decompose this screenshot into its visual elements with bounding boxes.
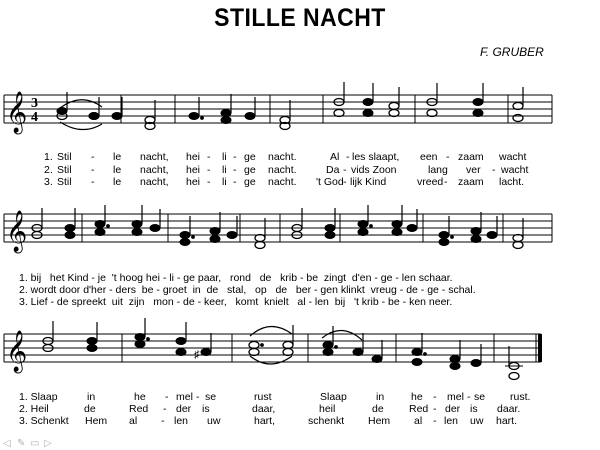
lyric-syllable: ge xyxy=(244,176,256,188)
lyric-syllable: ge xyxy=(244,164,256,176)
lyric-syllable: li xyxy=(222,164,227,176)
lyric-syllable: in xyxy=(87,391,96,403)
lyric-syllable: li xyxy=(222,151,227,163)
lyric-syllable: - xyxy=(444,176,448,188)
time-signature-top: 3 xyxy=(31,96,38,111)
lyric-syllable: wacht xyxy=(501,164,529,176)
lyric-syllable: hei xyxy=(186,151,201,163)
lyric-syllable: Hem xyxy=(85,415,108,427)
lyric-syllable: nacht. xyxy=(268,164,297,176)
lyric-line-3-3 xyxy=(0,415,600,428)
slide-nav-bar xyxy=(0,438,600,450)
lyric-syllable: len xyxy=(174,415,189,427)
lyric-syllable: - xyxy=(233,151,237,163)
lyric-text: 1. bij het Kind - je 't hoog hei - li - ge paar, rond de krib - be zingt d'en - ge - len schaar. xyxy=(19,272,453,284)
lyric-syllable: 't God xyxy=(316,176,344,188)
lyric-syllable: - xyxy=(163,403,167,415)
lyric-syllable: - xyxy=(207,151,211,163)
lyric-syllable: lijk Kind xyxy=(350,176,387,188)
lyric-line-1-3 xyxy=(0,176,600,189)
lyric-syllable: Da xyxy=(326,164,340,176)
lyric-syllable: he xyxy=(134,391,146,403)
lyric-syllable: nacht, xyxy=(140,151,169,163)
lyric-syllable: Red xyxy=(409,403,429,415)
lyric-syllable: - xyxy=(91,176,95,188)
lyric-syllable: li xyxy=(222,176,227,188)
lyric-syllable: le xyxy=(113,164,122,176)
staff-3 xyxy=(4,334,542,362)
lyric-syllable: Stil xyxy=(57,176,72,188)
lyric-syllable: le xyxy=(113,151,122,163)
lyric-syllable: len xyxy=(444,415,459,427)
treble-clef-icon: 𝄞 xyxy=(6,331,28,372)
lyric-syllable: he xyxy=(411,391,423,403)
lyric-syllable: ver xyxy=(466,164,481,176)
lyric-syllable: les slaapt, xyxy=(352,151,400,163)
lyric-syllable: - xyxy=(196,391,200,403)
lyric-syllable: Red xyxy=(129,403,149,415)
lyric-syllable: rust xyxy=(254,391,272,403)
lyric-syllable: - xyxy=(467,391,471,403)
lyric-syllable: der xyxy=(445,403,461,415)
verse-number: 1. xyxy=(44,151,53,163)
time-signature-bottom: 4 xyxy=(31,110,38,125)
lyric-syllable: Stil xyxy=(57,164,72,176)
lyric-syllable: ge xyxy=(244,151,256,163)
verse-number: 3. xyxy=(44,176,53,188)
lyric-syllable: mel xyxy=(447,391,464,403)
lyric-syllable: een xyxy=(420,151,438,163)
lyric-syllable: vreed xyxy=(417,176,444,188)
lyric-syllable: schenkt xyxy=(308,415,345,427)
lyric-syllable: - xyxy=(343,164,347,176)
lyric-syllable: - xyxy=(161,415,165,427)
lyric-syllable: hart. xyxy=(496,415,518,427)
lyric-syllable: nacht. xyxy=(268,176,297,188)
page-icon: ▭ xyxy=(30,438,40,449)
lyric-syllable: Hem xyxy=(368,415,391,427)
lyric-syllable: - xyxy=(433,403,437,415)
lyric-syllable: hart, xyxy=(254,415,276,427)
lyric-syllable: vids Zoon xyxy=(351,164,397,176)
lyric-line-2-3 xyxy=(0,296,600,309)
lyric-syllable: 3. Schenkt xyxy=(19,415,69,427)
lyric-syllable: daar. xyxy=(497,403,521,415)
lyric-syllable: wacht xyxy=(499,151,527,163)
treble-clef-icon: 𝄞 xyxy=(6,211,28,252)
lyric-syllable: - xyxy=(207,176,211,188)
lyric-syllable: se xyxy=(205,391,217,403)
lyric-syllable: - xyxy=(433,415,437,427)
lyric-syllable: zaam xyxy=(458,176,484,188)
lyric-syllable: al xyxy=(414,415,423,427)
lyric-syllable: nacht, xyxy=(140,164,169,176)
lyric-syllable: der xyxy=(176,403,192,415)
lyric-syllable: le xyxy=(113,176,122,188)
lyric-syllable: is xyxy=(470,403,478,415)
lyric-syllable: zaam xyxy=(458,151,484,163)
lyric-syllable: de xyxy=(372,403,384,415)
lyric-syllable: de xyxy=(84,403,96,415)
lyric-syllable: - xyxy=(207,164,211,176)
lyric-syllable: rust. xyxy=(510,391,531,403)
lyric-syllable: - xyxy=(446,151,450,163)
lyric-syllable: - xyxy=(346,151,350,163)
lyric-syllable: Stil xyxy=(57,151,72,163)
composer-credit: F. GRUBER xyxy=(480,45,544,59)
lyric-syllable: lacht. xyxy=(499,176,525,188)
lyric-syllable: hei xyxy=(186,164,201,176)
song-title: STILLE NACHT xyxy=(214,4,386,32)
lyric-syllable: - xyxy=(492,164,496,176)
lyric-text: 2. wordt door d'her - ders be - groet in de stal, op de ber - gen klinkt vreug - de - ge - schal. xyxy=(19,284,476,296)
lyric-syllable: - xyxy=(91,151,95,163)
lyric-syllable: - xyxy=(433,391,437,403)
lyric-syllable: - xyxy=(165,391,169,403)
lyric-syllable: uw xyxy=(207,415,221,427)
lyric-syllable: uw xyxy=(470,415,484,427)
lyric-syllable: - xyxy=(233,164,237,176)
lyric-line-1-1 xyxy=(0,151,600,164)
arrow-left-icon: ◁ xyxy=(3,438,11,449)
staff-1-notes xyxy=(57,82,523,130)
pen-icon: ✎ xyxy=(17,438,26,449)
lyric-syllable: nacht, xyxy=(140,176,169,188)
lyric-syllable: mel xyxy=(176,391,193,403)
lyric-syllable: is xyxy=(202,403,210,415)
lyric-syllable: nacht. xyxy=(268,151,297,163)
lyric-syllable: daar, xyxy=(252,403,276,415)
arrow-right-icon: ▷ xyxy=(44,438,52,449)
lyric-syllable: hei xyxy=(186,176,201,188)
lyric-syllable: - xyxy=(233,176,237,188)
lyric-syllable: 1. Slaap xyxy=(19,391,58,403)
staff-1 xyxy=(4,95,552,123)
lyric-syllable: - xyxy=(343,176,347,188)
lyric-syllable: Al xyxy=(330,151,340,163)
staff-2 xyxy=(4,214,552,242)
lyric-syllable: in xyxy=(376,391,385,403)
lyric-syllable: heil xyxy=(319,403,336,415)
lyric-syllable: - xyxy=(91,164,95,176)
lyric-syllable: Slaap xyxy=(320,391,347,403)
lyric-syllable: lang xyxy=(428,164,448,176)
lyric-syllable: se xyxy=(474,391,486,403)
lyric-syllable: al xyxy=(129,415,138,427)
treble-clef-icon: 𝄞 xyxy=(6,92,28,133)
svg-text:♯: ♯ xyxy=(194,349,200,361)
lyric-syllable: 2. Heil xyxy=(19,403,49,415)
staff-3-notes xyxy=(43,318,523,380)
lyric-text: 3. Lief - de spreekt uit zijn mon - de - keer, komt knielt al - len bij 't krib - be - ken neer. xyxy=(19,296,453,308)
verse-number: 2. xyxy=(44,164,53,176)
